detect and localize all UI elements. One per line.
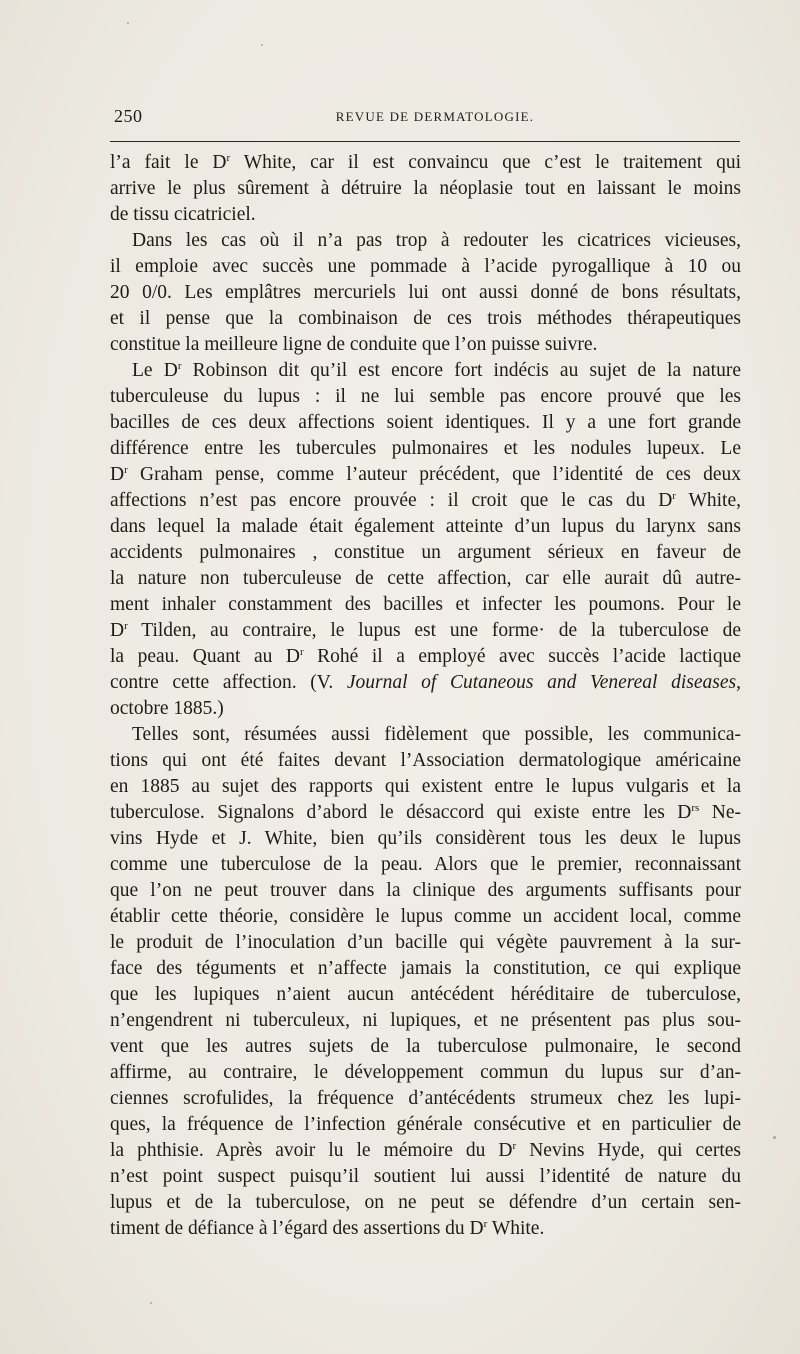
- text-run: Graham pense, comme l’auteur précédent, que l’identité de ces deux: [127, 464, 741, 485]
- text-line: [110, 982, 741, 1008]
- text-run: ques, la fréquence de l’infection générale consécutive et en particulier de: [110, 1114, 741, 1135]
- paper-speck: [261, 44, 263, 46]
- text-run: ment inhaler constamment des bacilles et infecter les poumons. Pour le: [110, 594, 741, 615]
- text-run: D: [110, 464, 125, 485]
- superscript: r: [177, 360, 182, 372]
- text-run: le produit de l’inoculation d’un bacille qui végète pauvrement à la sur-: [110, 932, 741, 953]
- text-line: [110, 904, 741, 930]
- text-line: [110, 930, 741, 956]
- text-run: lupus et de la tuberculose, on ne peut se défendre d’un certain sen-: [110, 1192, 741, 1213]
- text-line: [110, 228, 741, 254]
- text-run: affections n’est pas encore prouvée : il croit que le cas du D: [110, 490, 673, 511]
- text-run: comme une tuberculose de la peau. Alors que le premier, reconnaissant: [110, 854, 741, 875]
- superscript: r: [672, 490, 676, 502]
- text-run: tions qui ont été faites devant l’Association dermatologique américaine: [110, 750, 741, 771]
- text-run: contre cette affection. (V.: [110, 672, 347, 693]
- text-run: que les lupiques n’aient aucun antécédent héréditaire de tuberculose,: [110, 984, 741, 1005]
- text-run: octobre 1885.): [110, 698, 224, 719]
- text-run: bacilles de ces deux affections soient identiques. Il y a une fort grande: [110, 412, 741, 433]
- text-line: [110, 618, 741, 644]
- text-run: affirme, au contraire, le développement commun du lupus sur d’an-: [110, 1062, 741, 1083]
- superscript: r: [512, 1140, 517, 1152]
- italic-text: Journal of Cutaneous and Venereal diseases,: [346, 672, 741, 693]
- text-line: [110, 748, 741, 774]
- text-line: [110, 1138, 741, 1164]
- text-run: tuberculeuse du lupus : il ne lui semble pas encore prouvé que les: [110, 386, 741, 407]
- text-line: [110, 488, 741, 514]
- text-line: [110, 254, 741, 280]
- header-rule: [110, 141, 740, 142]
- text-line: [110, 540, 741, 566]
- text-line: [110, 1164, 741, 1190]
- paper-speck: [150, 1302, 152, 1304]
- text-run: Robinson dit qu’il est encore fort indécis au sujet de la nature: [181, 360, 741, 381]
- running-head: REVUE DE DERMATOLOGIE.: [335, 109, 535, 124]
- superscript: r: [483, 1218, 488, 1230]
- text-line: [110, 384, 741, 410]
- text-run: Nevins Hyde, qui certes: [516, 1140, 741, 1161]
- text-run: en 1885 au sujet des rapports qui existent entre le lupus vulgaris et la: [110, 776, 741, 797]
- text-run: Telles sont, résumées aussi fidèlement que possible, les communica-: [132, 724, 741, 745]
- text-run: établir cette théorie, considère le lupus comme un accident local, comme: [110, 906, 741, 927]
- text-run: face des téguments et n’affecte jamais la constitution, ce qui explique: [110, 958, 741, 979]
- text-run: l’a fait le D: [110, 152, 227, 173]
- text-run: Tilden, au contraire, le lupus est une forme· de la tuberculose de: [127, 620, 741, 641]
- body-text: [110, 150, 741, 1242]
- text-line: [110, 1086, 741, 1112]
- text-line: [110, 202, 741, 228]
- text-run: D: [110, 620, 125, 641]
- text-line: [110, 1008, 741, 1034]
- text-line: [110, 280, 741, 306]
- text-run: la peau. Quant au D: [110, 646, 300, 667]
- text-run: tuberculose. Signalons d’abord le désaccord qui existe entre les D: [110, 802, 692, 823]
- text-run: n’est point suspect puisqu’il soutient lui aussi l’identité de nature du: [110, 1166, 741, 1187]
- text-run: arrive le plus sûrement à détruire la néoplasie tout en laissant le moins: [110, 178, 741, 199]
- text-line: [110, 592, 741, 618]
- text-line: [110, 956, 741, 982]
- text-run: la nature non tuberculeuse de cette affection, car elle aurait dû autre-: [110, 568, 741, 589]
- text-line: [110, 878, 741, 904]
- text-run: constitue la meilleure ligne de conduite que l’on puisse suivre.: [110, 334, 598, 355]
- page-header: [110, 100, 740, 132]
- text-run: timent de défiance à l’égard des assertions du D: [110, 1218, 484, 1239]
- text-line: [110, 774, 741, 800]
- text-line: [110, 852, 741, 878]
- text-line: [110, 1034, 741, 1060]
- text-line: [110, 566, 741, 592]
- paper-speck: [773, 1136, 776, 1139]
- text-line: [110, 410, 741, 436]
- text-run: la phthisie. Après avoir lu le mémoire du D: [110, 1140, 513, 1161]
- text-run: il emploie avec succès une pommade à l’acide pyrogallique à 10 ou: [110, 256, 741, 277]
- text-line: [110, 150, 741, 176]
- page-number: 250: [114, 106, 143, 126]
- text-line: [110, 1112, 741, 1138]
- text-line: [110, 176, 741, 202]
- text-run: Ne-: [699, 802, 742, 823]
- text-line: [110, 644, 741, 670]
- text-line: [110, 1216, 741, 1242]
- text-line: [110, 696, 741, 722]
- text-line: [110, 514, 741, 540]
- text-run: que l’on ne peut trouver dans la clinique des arguments suffisants pour: [110, 880, 741, 901]
- superscript: r: [124, 620, 128, 632]
- text-run: accidents pulmonaires , constitue un argument sérieux en faveur de: [110, 542, 741, 563]
- text-run: White,: [675, 490, 741, 511]
- text-line: [110, 332, 741, 358]
- paper-speck: [127, 22, 129, 24]
- text-run: Rohé il a employé avec succès l’acide lactique: [303, 646, 741, 667]
- text-run: ciennes scrofulides, la fréquence d’antécédents strumeux chez les lupi-: [110, 1088, 741, 1109]
- text-run: dans lequel la malade était également atteinte d’un lupus du larynx sans: [110, 516, 741, 537]
- text-run: n’engendrent ni tuberculeux, ni lupiques, et ne présentent pas plus sou-: [110, 1010, 741, 1031]
- text-run: et il pense que la combinaison de ces trois méthodes thérapeutiques: [110, 308, 741, 329]
- text-line: [110, 306, 741, 332]
- superscript: r: [226, 152, 231, 164]
- text-line: [110, 358, 741, 384]
- text-run: White, car il est convaincu que c’est le traitement qui: [230, 152, 741, 173]
- text-line: [110, 826, 741, 852]
- text-run: de tissu cicatriciel.: [110, 204, 256, 225]
- text-run: 20 0/0. Les emplâtres mercuriels lui ont aussi donné de bons résultats,: [110, 282, 741, 303]
- superscript: rs: [691, 802, 700, 814]
- text-line: [110, 1060, 741, 1086]
- text-line: [110, 800, 741, 826]
- text-run: Le D: [132, 360, 178, 381]
- text-line: [110, 1190, 741, 1216]
- text-run: différence entre les tubercules pulmonaires et les nodules lupeux. Le: [110, 438, 741, 459]
- superscript: r: [124, 464, 128, 476]
- text-line: [110, 462, 741, 488]
- text-run: vins Hyde et J. White, bien qu’ils considèrent tous les deux le lupus: [110, 828, 741, 849]
- text-run: White.: [487, 1218, 545, 1239]
- text-line: [110, 436, 741, 462]
- text-run: vent que les autres sujets de la tuberculose pulmonaire, le second: [110, 1036, 741, 1057]
- text-line: [110, 670, 741, 696]
- text-run: Dans les cas où il n’a pas trop à redouter les cicatrices vicieuses,: [132, 230, 741, 251]
- superscript: r: [299, 646, 304, 658]
- text-line: [110, 722, 741, 748]
